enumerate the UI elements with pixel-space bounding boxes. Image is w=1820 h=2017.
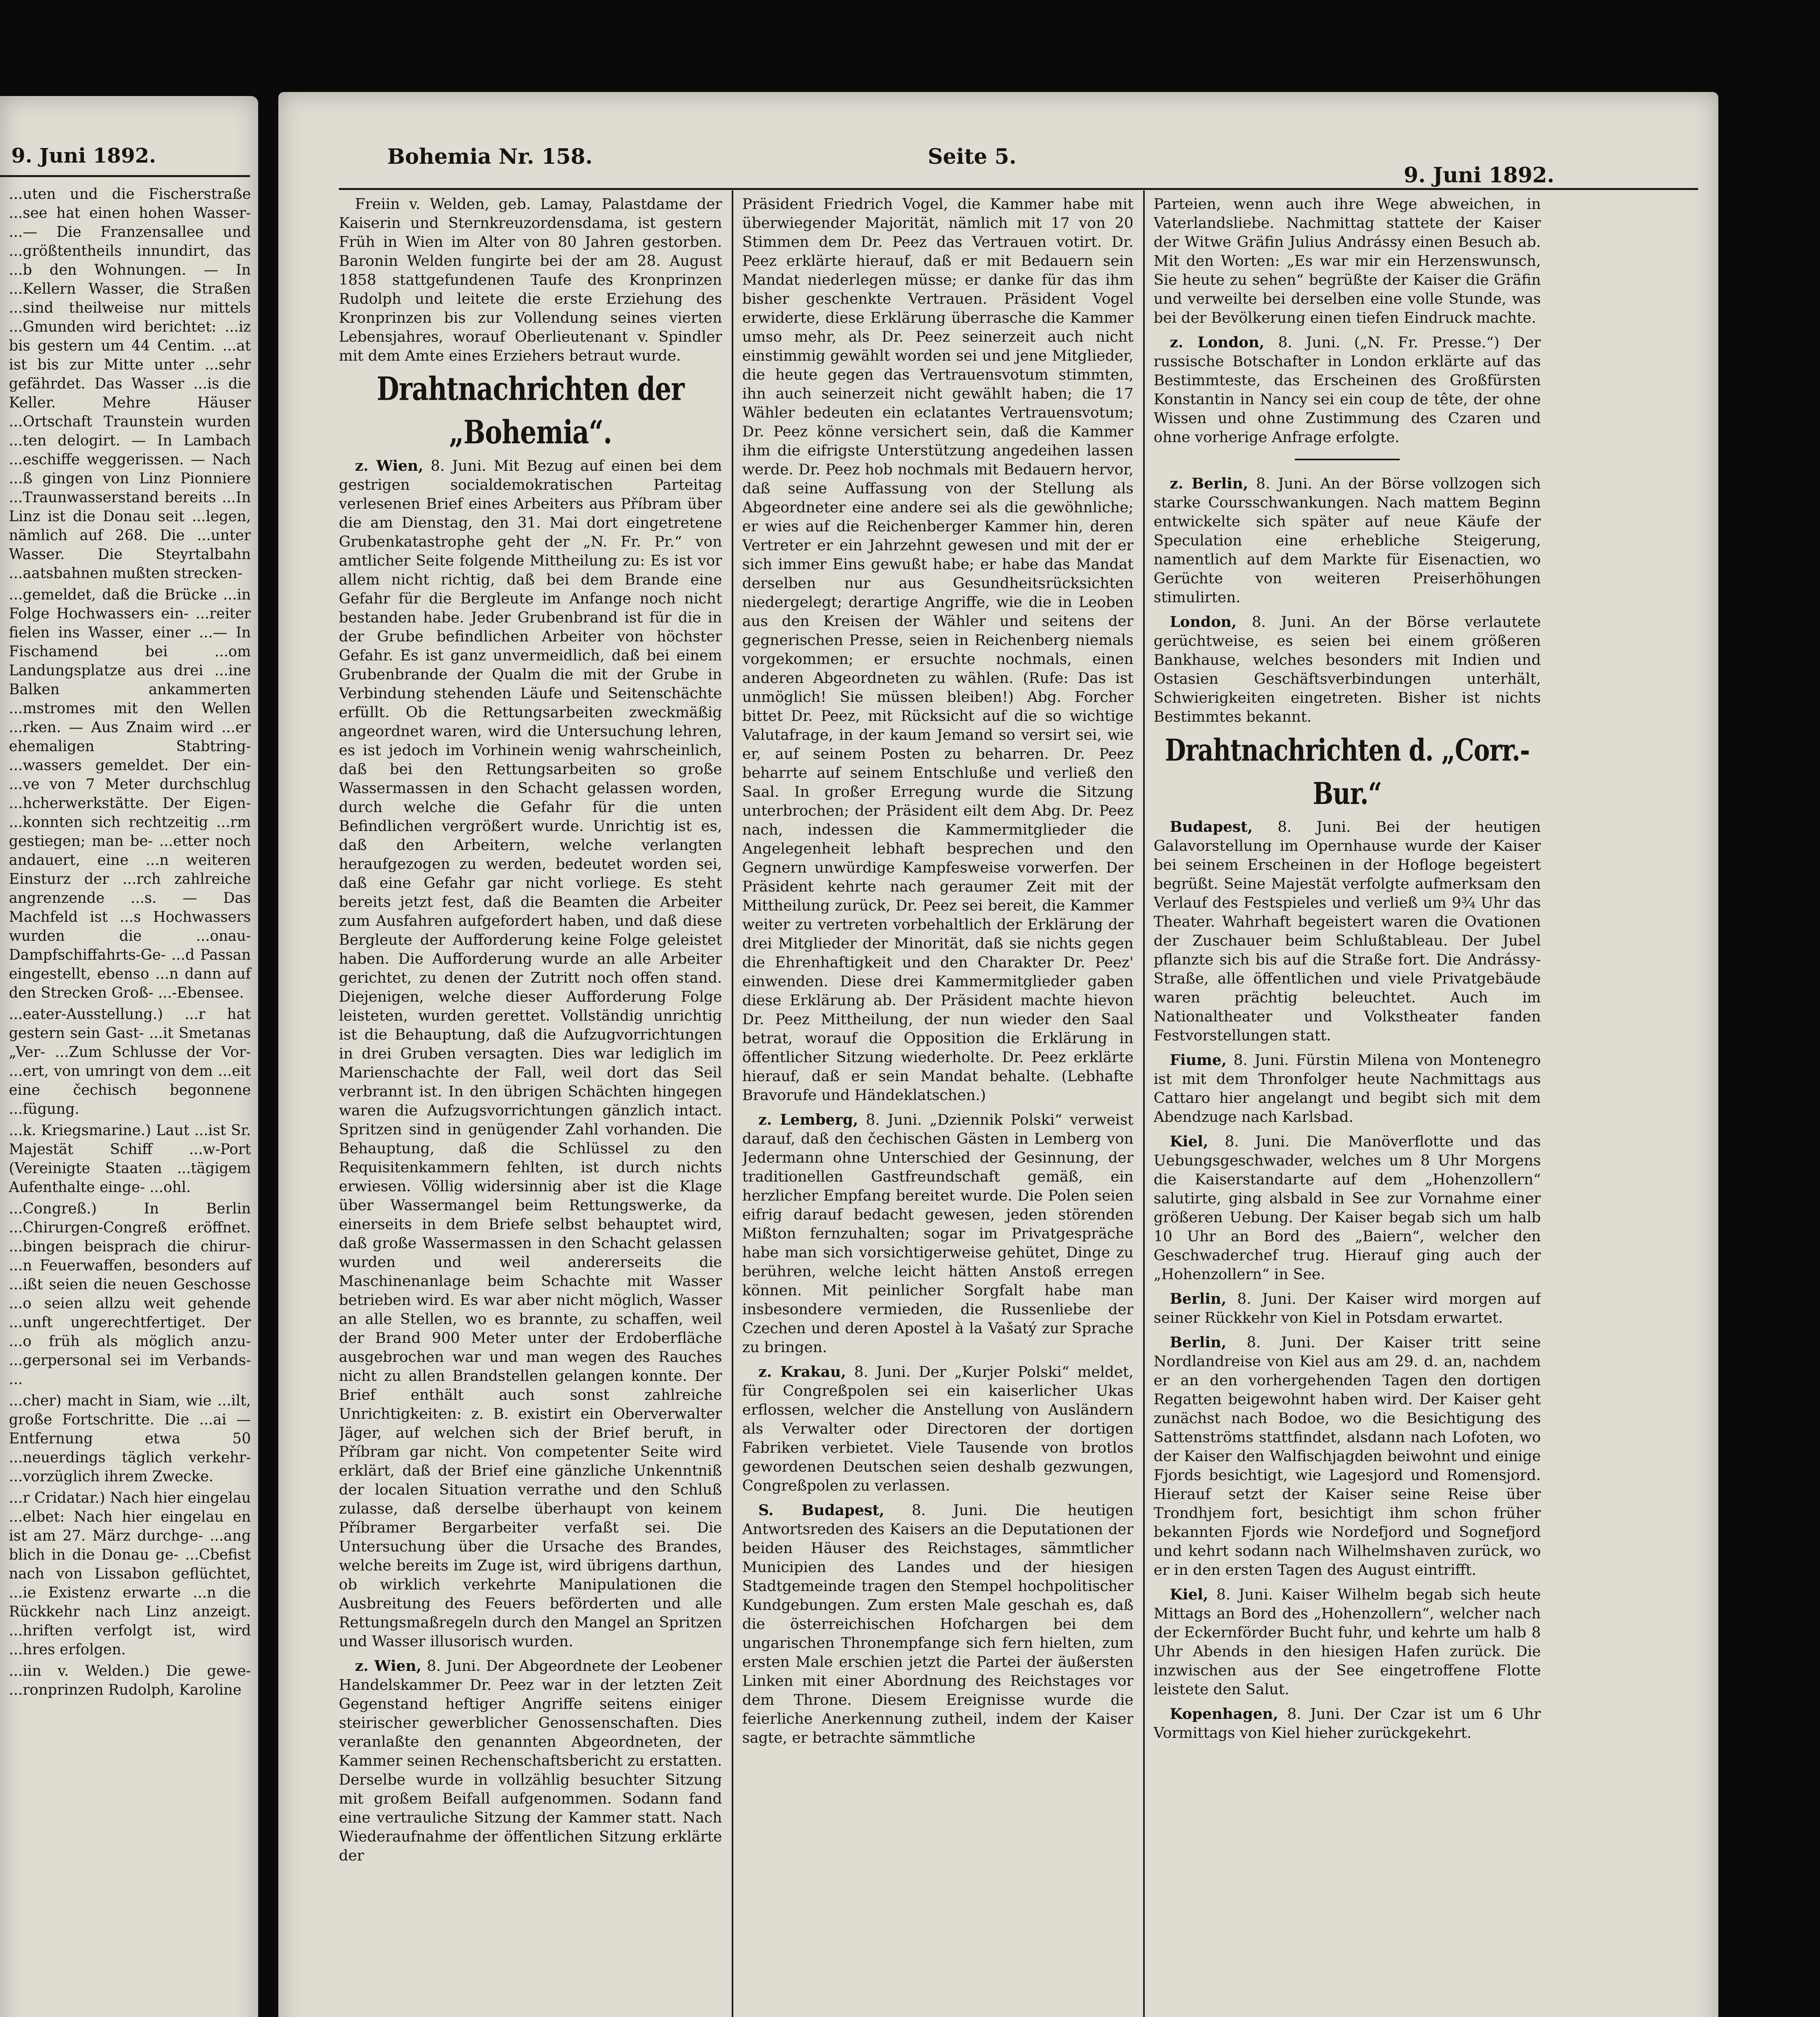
dateline: Kiel, (1170, 1586, 1208, 1603)
dateline: z. Wien, (355, 1657, 422, 1675)
column-1 (339, 194, 722, 2017)
article-paragraph: z. Krakau, 8. Juni. Der „Kurjer Polski“ meldet, für Congreßpolen sei ein kaiserlicher Ukas erflossen, welcher die Anstellung von Ausländern als Verwalter oder Directoren der dortigen Fabriken verbietet. Viele Tausende von brotlos gewordenen Deutschen seien deshalb gezwungen, Congreßpolen zu verlassen. (742, 1363, 1133, 1494)
left-paragraph: ...Congreß.) In Berlin ...Chirurgen-Congreß eröffnet. ...bingen beisprach die chirur- ...n Feuerwaffen, besonders auf ...ißt seien die neuen Geschosse ...o seien allzu weit gehende ...unft ungerechtfertiget. Der ...o früh als möglich anzu- ...gerpersonal sei im Verbands- ... (9, 1201, 251, 1388)
article-paragraph: Berlin, 8. Juni. Der Kaiser tritt seine Nordlandreise von Kiel aus am 29. d. an, nachdem er an den vorhergehenden Tagen den dortigen Regatten beigewohnt haben wird. Der Kaiser geht zunächst nach Bodoe, wo die Besichtigung des Sattenströms stattfindet, alsdann nach Lofoten, wo der Kaiser den Walfischjagden beiwohnt und einige Fjords besichtigt, wie Lagesjord und Romensjord. Hierauf setzt der Kaiser seine Reise über Trondhjem fort, besichtigt ihm schon früher bekannten Fjords wie Nordefjord und Sognefjord und kehrt sodann nach Wilhelmshaven zurück, wo er in den ersten Tagen des August eintrifft. (1154, 1334, 1541, 1579)
article-paragraph: z. Berlin, 8. Juni. An der Börse vollzogen sich starke Coursschwankungen. Nach mattem Beginn entwickelte sich später auf neue Käufe der Speculation eine erhebliche Steigerung, namentlich auf dem Markte für Eisenactien, wo Gerüchte von weiteren Preiserhöhungen stimulirten. (1154, 475, 1541, 606)
left-page-column (9, 185, 251, 1702)
dateline: Berlin, (1170, 1334, 1227, 1351)
article-paragraph: Fiume, 8. Juni. Fürstin Milena von Montenegro ist mit dem Thronfolger heute Nachmittags aus Cattaro hier angelangt und begibt sich mit dem Abendzuge nach Karlsbad. (1154, 1051, 1541, 1125)
dateline: Berlin, (1170, 1290, 1227, 1307)
header-rule (339, 188, 1698, 190)
dateline: z. Krakau, (758, 1363, 846, 1380)
column-rule-1 (732, 190, 733, 2017)
article-paragraph: Kopenhagen, 8. Juni. Der Czar ist um 6 Uhr Vormittags von Kiel hieher zurückgekehrt. (1154, 1705, 1541, 1741)
obituary-paragraph: Freiin v. Welden, geb. Lamay, Palastdame der Kaiserin und Sternkreuzordensdama, ist gestern Früh in Wien im Alter von 80 Jahren gestorben. Baronin Welden fungirte bei der am 28. August 1858 stattgefundenen Taufe des Kronprinzen Rudolph und leitete die erste Erziehung des Kronprinzen bis zur Vollendung seines vierten Lebensjahres, worauf Oberlieutenant v. Spindler mit dem Amte eines Erziehers betraut wurde. (339, 195, 722, 364)
page-number: Seite 5. (928, 144, 1016, 169)
article-paragraph: Präsident Friedrich Vogel, die Kammer habe mit überwiegender Majorität, nämlich mit 17 von 20 Stimmen dem Dr. Peez das Vertrauen votirt. Dr. Peez erklärte hierauf, daß er mit Bedauern sein Mandat niederlegen müsse; er danke für das ihm bisher geschenkte Vertrauen. Präsident Vogel erwiderte, diese Erklärung überrasche die Kammer umso mehr, als Dr. Peez seinerzeit auch nicht einstimmig gewählt worden sei und jene Mitglieder, die heute gegen das Vertrauensvotum stimmten, ihn auch seinerzeit nicht gewählt haben; die 17 Wähler bedeuten ein eclatantes Vertrauensvotum; Dr. Peez könne versichert sein, daß die Kammer ihm die eifrigste Unterstützung angedeihen lassen werde. Dr. Peez hob nochmals mit Bedauern hervor, daß seine Auffassung von der Stellung als Abgeordneter eine andere sei als die gewöhnliche; er wies auf die Reichenberger Kammer hin, deren Vertreter er ein Jahrzehnt gewesen und mit der er sich immer Eins gewußt habe; er habe das Mandat derselben nur aus Gesundheitsrücksichten niedergelegt; derartige Angriffe, wie die in Leoben aus den Kreisen der Wähler und seitens der gegnerischen Presse, seien in Reichenberg niemals vorgekommen; er ersuchte nochmals, einen anderen Abgeordneten zu wählen. (Rufe: Das ist unmöglich! Sie müssen bleiben!) Abg. Forcher bittet Dr. Peez, mit Rücksicht auf die so wichtige Valutafrage, in der kaum Jemand so versirt sei, wie er, auf seinem Posten zu beharren. Dr. Peez beharrte auf seinem Entschluße und verließ den Saal. In großer Erregung wurde die Sitzung unterbrochen; der Präsident eilt dem Abg. Dr. Peez nach, indessen die Kammermitglieder die Angelegenheit lebhaft besprechen und den Gegnern unwürdige Kampfesweise vorwerfen. Der Präsident kehrte nach geraumer Zeit mit der Mittheilung zurück, Dr. Peez sei bereit, die Kammer weiter zu vertreten vorbehaltlich der Erklärung der drei Mitglieder der Minorität, daß sie nichts gegen die Ehrenhaftigkeit und den Charakter Dr. Peez' einwenden. Diese drei Kammermitglieder gaben diese Erklärung ab. Der Präsident machte hievon Dr. Peez Mittheilung, der nun wieder den Saal betrat, worauf die Opposition die Erklärung in öffentlicher Sitzung wiederholte. Dr. Peez erklärte hierauf, daß er sein Mandat behalte. (Lebhafte Bravorufe und Händeklatschen.) (742, 195, 1133, 1104)
section-headline-corr-bur: Drahtnachrichten d. „Corr.-Bur.“ (1165, 733, 1530, 812)
left-paragraph: ...iin v. Welden.) Die gewe- ...ronprinzen Rudolph, Karoline (9, 1663, 251, 1698)
article-paragraph: Berlin, 8. Juni. Der Kaiser wird morgen auf seiner Rückkehr von Kiel in Potsdam erwartet. (1154, 1290, 1541, 1326)
left-paragraph: ...eater-Ausstellung.) ...r hat gestern sein Gast- ...it Smetanas „Ver- ...Zum Schlusse der Vor- ...ert, von umringt von dem ...eit eine čechisch begonnene ...fügung. (9, 1006, 251, 1117)
dateline: z. Berlin, (1170, 475, 1248, 492)
dateline: S. Budapest, (758, 1501, 885, 1519)
left-header-rule (0, 175, 250, 177)
left-paragraph: ...r Cridatar.) Nach hier eingelau ...elbet: Nach hier eingelau en ist am 27. März durchge- ...ang blich in die Donau ge- ...Cbefist nach von Lissabon geflüchtet, ...ie Existenz erwarte ...n die Rückkehr nach Linz anzeigt. ...hriften verfolgt ist, wird ...hres erfolgen. (9, 1490, 251, 1658)
dateline: London, (1170, 613, 1237, 631)
article-paragraph: z. London, 8. Juni. („N. Fr. Presse.“) Der russische Botschafter in London erklärte auf das Bestimmteste, das Erscheinen des Großfürsten Konstantin in Nancy sei ein coup de tête, der ohne Wissen und ohne Zustimmung des Czaren und ohne vorherige Anfrage erfolgte. (1154, 334, 1541, 446)
left-paragraph: ...cher) macht in Siam, wie ...ilt, große Fortschritte. Die ...ai — Entfernung etwa 50 ...neuerdings täglich verkehr- ...vorzüglich ihrem Zwecke. (9, 1393, 251, 1485)
article-paragraph: z. Wien, 8. Juni. Der Abgeordnete der Leobener Handelskammer Dr. Peez war in der letzten Zeit Gegenstand heftiger Angriffe seitens einiger steirischer gewerblicher Genossenschaften. Dies veranlaßte den genannten Abgeordneten, der Kammer seinen Rechenschaftsbericht zu erstatten. Derselbe wurde in vollzählig besuchter Sitzung mit großem Beifall aufgenommen. Sodann fand eine vertrauliche Sitzung der Kammer statt. Nach Wiederaufnahme der öffentlichen Sitzung erklärte der (339, 1657, 722, 1864)
newspaper-page (278, 92, 1718, 2017)
dateline: z. Lemberg, (758, 1111, 858, 1128)
dateline: Kopenhagen, (1170, 1705, 1278, 1723)
article-paragraph: z. Wien, 8. Juni. Mit Bezug auf einen bei dem gestrigen socialdemokratischen Parteitag verlesenen Brief eines Arbeiters aus Příbram über die am Dienstag, den 31. Mai dort eingetretene Grubenkatastrophe geht der „N. Fr. Pr.“ von amtlicher Seite folgende Mittheilung zu: Es ist vor allem nicht richtig, daß bei dem Brande eine Gefahr für die Bergleute im Anfange noch nicht bestanden habe. Jeder Grubenbrand ist für die in der Grube befindlichen Arbeiter von höchster Gefahr. Es ist ganz unvermeidlich, daß bei einem Grubenbrande der Qualm die mit der Grube in Verbindung stehenden Läufe und Seitenschächte erfüllt. Ob die Rettungsarbeiten zweckmäßig angeordnet waren, wird die Untersuchung lehren, es ist jedoch im Vorhinein wenig wahrscheinlich, daß bei den Rettungsarbeiten so große Wassermassen in den Schacht gelassen worden, durch welche die Gefahr für die unten Befindlichen vergrößert wurde. Unrichtig ist es, daß den Arbeitern, welche verlangten heraufgezogen zu werden, bedeutet worden sei, daß eine Gefahr gar nicht vorliege. Es steht bereits jetzt fest, daß die Beamten die Arbeiter zum Ausfahren aufgefordert haben, und daß diese Bergleute der Aufforderung keine Folge geleistet haben. Die Aufforderung wurde an alle Arbeiter gerichtet, zu denen der Zutritt noch offen stand. Diejenigen, welche dieser Aufforderung Folge leisteten, wurden gerettet. Vollständig unrichtig ist die Behauptung, daß die Aufzugvorrichtungen in drei Gruben versagten. Dies war lediglich im Marienschachte der Fall, weil dort das Seil verbrannt ist. In den übrigen Schächten hingegen waren die Aufzugsvorrichtungen gänzlich intact. Spritzen sind in genügender Zahl vorhanden. Die Behauptung, daß die Schlüssel zu den Requisitenkammern fehlten, ist durch nichts erwiesen. Völlig widersinnig aber ist die Klage über Wassermangel beim Rettungswerke, da einerseits in dem Briefe selbst behauptet wird, daß große Wassermassen in den Schacht gelassen wurden und weil andererseits die Maschinenanlage beim Schachte mit Wasser betrieben wird. Es war aber nicht möglich, Wasser an alle Stellen, wo es brannte, zu schaffen, weil der Brand 900 Meter unter der Erdoberfläche ausgebrochen war und man wegen des Rauches nicht zu allen Brandstellen gelangen konnte. Der Brief enthält auch sonst zahlreiche Unrichtigkeiten: z. B. existirt ein Oberverwalter Jäger, auf welchen sich der Brief beruft, in Příbram gar nicht. Von competenter Seite wird erklärt, daß der Brief eine gänzliche Unkenntniß der localen Situation verrathe und den Schluß zulasse, daß derselbe überhaupt von keinem Příbramer Bergarbeiter verfaßt sei. Die Untersuchung über die Ursache des Brandes, welche bereits im Zuge ist, wird übrigens darthun, ob wirklich verkehrte Manipulationen die Ausbreitung des Feuers beförderten und alle Rettungsmaßregeln durch den Mangel an Spritzen und Wasser illusorisch wurden. (339, 457, 722, 1650)
column-2 (742, 194, 1133, 2017)
article-paragraph: Parteien, wenn auch ihre Wege abweichen, in Vaterlandsliebe. Nachmittag stattete der Kaiser der Witwe Gräfin Julius Andrássy einen Besuch ab. Mit den Worten: „Es war mir ein Herzenswunsch, Sie heute zu sehen“ begrüßte der Kaiser die Gräfin und verweilte bei derselben eine volle Stunde, was bei der Bevölkerung einen tiefen Eindruck machte. (1154, 195, 1541, 326)
header-date: 9. Juni 1892. (1404, 163, 1555, 188)
section-divider (1295, 459, 1400, 460)
dateline: Fiume, (1170, 1051, 1227, 1069)
dateline: z. London, (1170, 334, 1265, 351)
left-paragraph: ...k. Kriegsmarine.) Laut ...ist Sr. Majestät Schiff ...w-Port (Vereinigte Staaten ...tägigem Aufenthalte einge- ...ohl. (9, 1122, 251, 1196)
article-paragraph: S. Budapest, 8. Juni. Die heutigen Antwortsreden des Kaisers an die Deputationen der beiden Häuser des Reichstages, sämmtlicher Municipien des Landes und der hiesigen Stadtgemeinde tragen den Stempel hochpolitischer Kundgebungen. Zum ersten Male geschah es, daß die österreichischen Hofchargen bei dem ungarischen Thronempfange sich fern hielten, zum ersten Male erschien jetzt die Partei der äußersten Linken mit einer Abordnung des Reichstages vor dem Throne. Diesem Ereignisse wurde die feierliche Anerkennung zutheil, indem der Kaiser sagte, er betrachte sämmtliche (742, 1501, 1133, 1746)
article-paragraph: Kiel, 8. Juni. Kaiser Wilhelm begab sich heute Mittags an Bord des „Hohenzollern“, welcher nach der Eckernförder Bucht fuhr, und kehrte um halb 8 Uhr Abends in den hiesigen Hafen zurück. Die inzwischen aus der See eingetroffene Flotte leistete den Salut. (1154, 1586, 1541, 1698)
left-page-date: 9. Juni 1892. (11, 144, 156, 167)
left-paragraph: ...gemeldet, daß die Brücke ...in Folge Hochwassers ein- ...reiter fielen ins Wasser, einer ...— In Fischamend bei ...om Landungsplatze aus drei ...ine Balken ankammerten ...mstromes mit den Wellen ...rken. — Aus Znaim wird ...er ehemaligen Stabtring- ...wassers gemeldet. Der ein- ...ve von 7 Meter durchschlug ...hcherwerkstätte. Der Eigen- ...konnten sich rechtzeitig ...rm gestiegen; man be- ...etter noch andauert, eine ...n weiteren Einsturz der ...rch zahlreiche angrenzende ...s. — Das Machfeld ist ...s Hochwassers wurden die ...onau-Dampfschiffahrts-Ge- ...d Passan eingestellt, ebenso ...n dann auf den Strecken Groß- ...-Ebensee. (9, 587, 251, 1001)
article-paragraph: Budapest, 8. Juni. Bei der heutigen Galavorstellung im Opernhause wurde der Kaiser bei seinem Erscheinen in der Hofloge begeistert begrüßt. Seine Majestät verfolgte aufmerksam den Verlauf des Festspieles und verließ um 9¾ Uhr das Theater. Wahrhaft begeistert waren die Ovationen der Zuschauer beim Schlußtableau. Der Jubel pflanzte sich bis auf die Straße fort. Die Andrássy-Straße, alle öffentlichen und viele Privatgebäude waren prächtig beleuchtet. Auch im Nationaltheater und Volkstheater fanden Festvorstellungen statt. (1154, 818, 1541, 1044)
dateline: z. Wien, (355, 457, 424, 474)
article-paragraph: London, 8. Juni. An der Börse verlautete gerüchtweise, es seien bei einem größeren Bankhause, welches besonders mit Indien und Ostasien Geschäftsverbindungen unterhält, Schwierigkeiten eingetreten. Bisher ist nichts Bestimmtes bekannt. (1154, 613, 1541, 725)
column-3 (1154, 194, 1541, 2017)
left-paragraph: ...uten und die Fischerstraße ...see hat einen hohen Wasser- ...— Die Franzensallee und ...größtentheils innundirt, das ...b den Wohnungen. — In ...Kellern Wasser, die Straßen ...sind theilweise nur mittels ...Gmunden wird berichtet: ...iz bis gestern um 44 Centim. ...at ist bis zur Mitte unter ...sehr gefährdet. Das Wasser ...is die Keller. Mehre Häuser ...Ortschaft Traunstein wurden ...ten delogirt. — In Lambach ...eschiffe weggerissen. — Nach ...ß gingen von Linz Pionniere ...Traunwasserstand bereits ...In Linz ist die Donau seit ...legen, nämlich auf 268. Die ...unter Wasser. Die Steyrtalbahn ...aatsbahnen mußten strecken- (9, 186, 251, 582)
column-rule-2 (1143, 190, 1145, 2017)
section-headline-bohemia: Drahtnachrichten der „Bohemia“. (376, 370, 685, 451)
article-paragraph: Kiel, 8. Juni. Die Manöverflotte und das Uebungsgeschwader, welches um 8 Uhr Morgens die Kaiserstandarte auf dem „Hohenzollern“ salutirte, ging alsbald in See zur Vornahme einer größeren Uebung. Der Kaiser begab sich um halb 10 Uhr an Bord des „Baiern“, welcher den Geschwaderchef trug. Hierauf ging auch der „Hohenzollern“ in See. (1154, 1133, 1541, 1283)
masthead-publication: Bohemia Nr. 158. (387, 144, 593, 169)
left-page-fragment (0, 96, 258, 2017)
dateline: Kiel, (1170, 1133, 1208, 1150)
article-paragraph: z. Lemberg, 8. Juni. „Dziennik Polski“ verweist darauf, daß den čechischen Gästen in Lemberg von Jedermann ohne Unterschied der Gesinnung, der traditionellen Gastfreundschaft gemäß, ein herzlicher Empfang bereitet wurde. Die Polen seien eifrig darauf bedacht gewesen, jeden störenden Mißton fernzuhalten; sogar im Privatgespräche habe man sich vorsichtigerweise gehütet, Dinge zu berühren, welche leicht hätten Anstoß erregen können. Mit peinlicher Sorgfalt habe man insbesondere vermieden, die Russenliebe der Czechen und deren Apostel à la Vašatý zur Sprache zu bringen. (742, 1111, 1133, 1356)
dateline: Budapest, (1170, 818, 1253, 835)
